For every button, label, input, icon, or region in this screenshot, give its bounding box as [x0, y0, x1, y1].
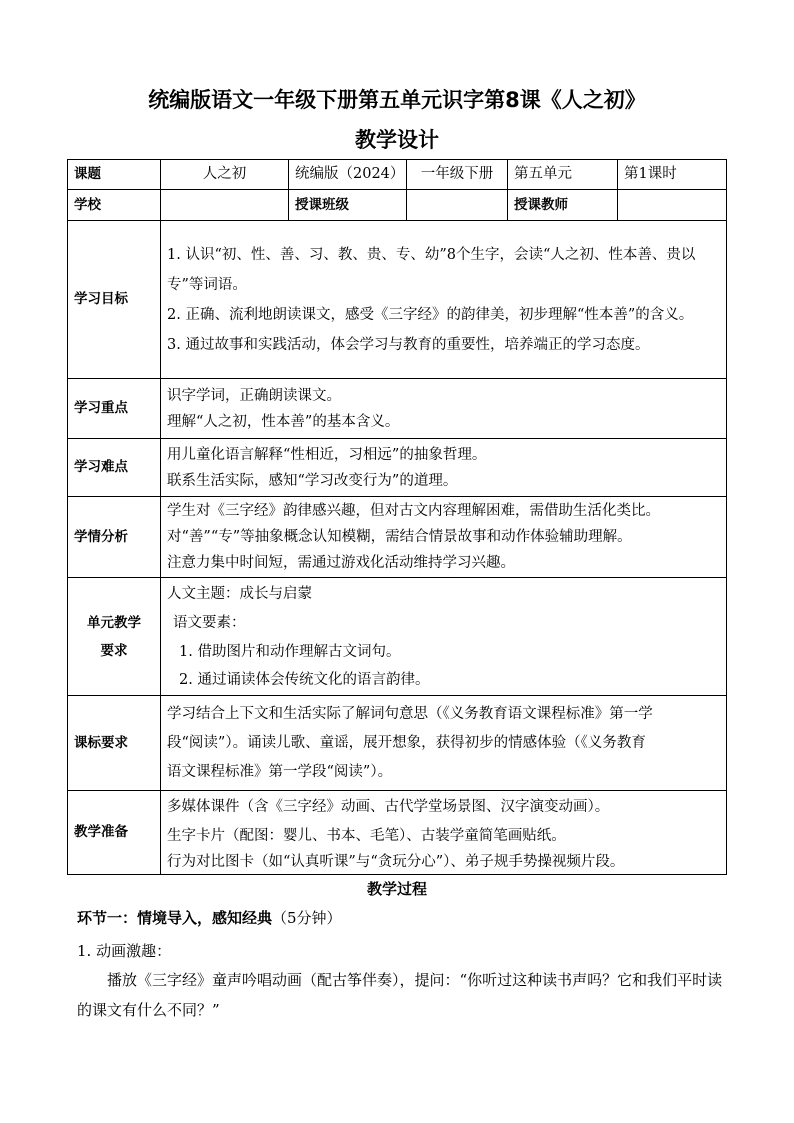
difficulty-item: 用儿童化语言解释“性相近，习相远”的抽象哲理。: [167, 446, 487, 463]
table-row: [68, 439, 727, 497]
step-item: 1. 动画激趣：: [77, 942, 172, 960]
step-time: （5分钟）: [272, 909, 342, 927]
standard-label: 课标要求: [68, 696, 161, 791]
difficulties-cell: [161, 439, 727, 497]
key-points-cell: [161, 379, 727, 439]
grade-value: 一年级下册: [407, 160, 508, 190]
table-row: [68, 190, 727, 221]
analysis-item: 注意力集中时间短，需通过游戏化活动维持学习兴趣。: [167, 555, 515, 571]
goal-item: 1. 认识“初、性、善、习、教、贵、专、幼”8个生字，会读“人之初、性本善、贵以专”等词语。: [167, 246, 696, 293]
class-value: [407, 190, 508, 221]
document-title: 统编版语文一年级下册第五单元识字第8课《人之初》: [148, 88, 646, 112]
topic-value: 人之初: [161, 160, 289, 190]
analysis-cell: [161, 497, 727, 578]
unit-theme: 人文主题：成长与启蒙: [167, 585, 312, 602]
table-row: [68, 791, 727, 875]
unit-req-label-line: 单元教学: [87, 614, 141, 631]
school-value: [161, 190, 289, 221]
prep-cell: [161, 791, 727, 875]
step-paragraph: 播放《三字经》童声吟唱动画（配古筝伴奏），提问：“你听过这种读书声吗？它和我们平时读的课文有什么不同？”: [77, 971, 723, 1019]
key-point-item: 识字学词，正确朗读课文。: [167, 387, 341, 404]
lesson-plan-table: [67, 159, 727, 875]
step-title: 环节一：情境导入，感知经典: [77, 909, 273, 927]
analysis-item: 对“善”“专”等抽象概念认知模糊，需结合情景故事和动作体验辅助理解。: [167, 529, 632, 545]
prep-label: 教学准备: [68, 791, 161, 875]
standard-line: 段“阅读”）。诵读儿歌、童谣，展开想象，获得初步的情感体验（《义务教育: [167, 734, 646, 751]
key-point-item: 理解“人之初，性本善”的基本含义。: [167, 413, 400, 430]
standard-cell: [161, 696, 727, 791]
document-subtitle: 教学设计: [355, 128, 439, 152]
goals-cell: [161, 221, 727, 379]
table-row: [68, 696, 727, 791]
prep-item: 多媒体课件（含《三字经》动画、古代学堂场景图、汉字演变动画）。: [167, 798, 610, 815]
edition-value: 统编版（2024）: [289, 160, 407, 190]
table-row: [68, 221, 727, 379]
goal-item: 3. 通过故事和实践活动，体会学习与教育的重要性，培养端正的学习态度。: [167, 336, 650, 353]
key-points-label: 学习重点: [68, 379, 161, 439]
school-label: 学校: [68, 190, 161, 221]
analysis-item: 学生对《三字经》韵律感兴趣，但对古文内容理解困难，需借助生活化类比。: [167, 503, 660, 519]
unit-element-item: 1. 借助图片和动作理解古文词句。: [179, 643, 401, 660]
process-heading: 教学过程: [366, 880, 427, 898]
analysis-label: 学情分析: [68, 497, 161, 578]
unit-elements-label: 语文要素：: [173, 614, 246, 631]
unit-element-item: 2. 通过诵读体会传统文化的语言韵律。: [179, 671, 430, 688]
table-row: [68, 578, 727, 696]
class-label: 授课班级: [289, 190, 407, 221]
unit-value: 第五单元: [508, 160, 618, 190]
unit-req-label-line: 要求: [100, 642, 128, 659]
topic-label: 课题: [68, 160, 161, 190]
table-row: [68, 497, 727, 578]
teacher-value: [618, 190, 727, 221]
teacher-label: 授课教师: [508, 190, 618, 221]
goals-label: 学习目标: [68, 221, 161, 379]
standard-line: 语文课程标准》第一学段“阅读”）。: [167, 763, 393, 780]
difficulty-item: 联系生活实际，感知“学习改变行为”的道理。: [167, 472, 458, 489]
prep-item: 行为对比图卡（如“认真听课”与“贪玩分心”）、弟子规手势操视频片段。: [167, 853, 625, 870]
table-row: [68, 379, 727, 439]
step-heading: [77, 904, 737, 932]
unit-requirements-cell: [161, 578, 727, 696]
period-value: 第1课时: [618, 160, 727, 190]
prep-item: 生字卡片（配图：婴儿、书本、毛笔）、古装学童简笔画贴纸。: [167, 827, 566, 844]
difficulties-label: 学习难点: [68, 439, 161, 497]
goal-item: 2. 正确、流利地朗读课文，感受《三字经》的韵律美，初步理解“性本善”的含义。: [167, 306, 694, 323]
unit-requirements-label: [68, 578, 161, 696]
standard-line: 学习结合上下文和生活实际了解词句意思（《义务教育语文课程标准》第一学: [167, 705, 653, 722]
table-row: [68, 160, 727, 190]
